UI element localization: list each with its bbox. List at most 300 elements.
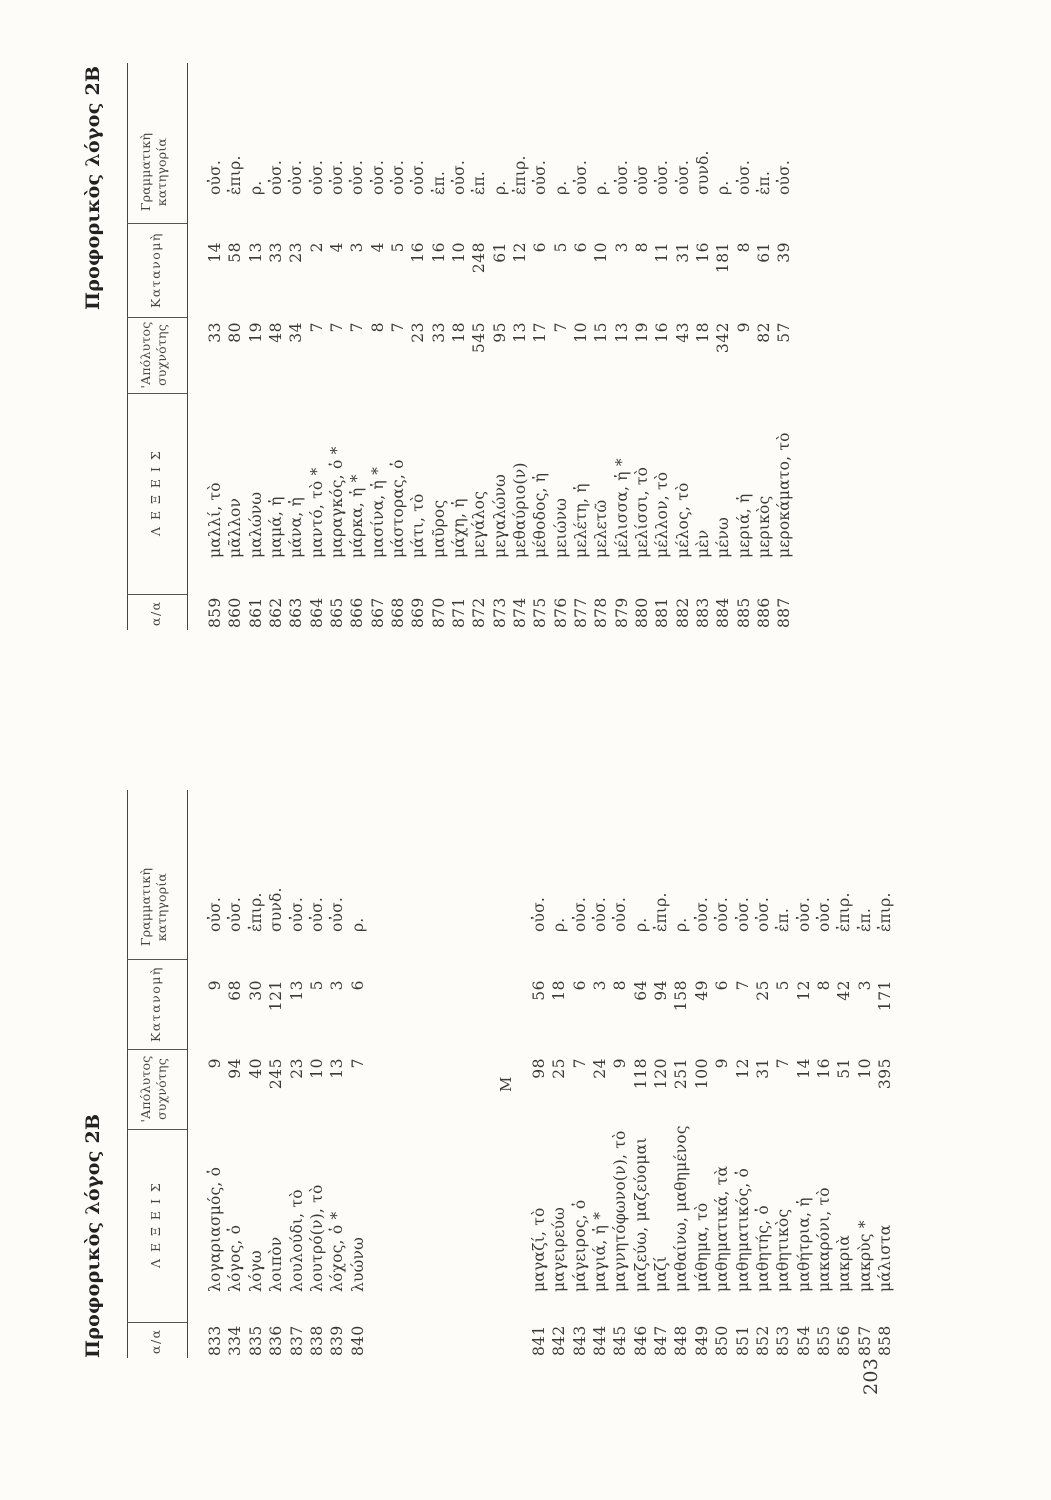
row-grammatical-category: οὐσ. bbox=[814, 896, 833, 932]
row-grammatical-category: οὐσ. bbox=[775, 159, 794, 195]
row-index: 863 bbox=[287, 597, 306, 628]
row-distribution: 14 bbox=[206, 242, 224, 263]
row-index: 884 bbox=[714, 597, 733, 628]
row-word: μαθαίνω, μαθημένος bbox=[672, 1125, 691, 1292]
table-row bbox=[308, 750, 326, 1500]
header-abs-frequency bbox=[138, 320, 170, 390]
row-word: μάγειρος, ὁ bbox=[570, 1199, 589, 1292]
row-abs-frequency: 82 bbox=[754, 322, 773, 343]
table-row bbox=[247, 0, 265, 750]
row-grammatical-category: οὐσ. bbox=[570, 896, 589, 932]
table-row bbox=[409, 0, 427, 750]
row-index: 880 bbox=[632, 597, 651, 628]
row-abs-frequency: 14 bbox=[794, 1058, 813, 1079]
row-word: μέλος, τὸ bbox=[673, 482, 692, 558]
row-grammatical-category: οὐσ. bbox=[409, 159, 428, 195]
row-index: 857 bbox=[855, 1325, 874, 1356]
row-index: 856 bbox=[835, 1325, 854, 1356]
row-distribution: 6 bbox=[713, 980, 732, 991]
header-distribution: Κατανομὴ bbox=[148, 966, 163, 1042]
row-word: μαγιά, ἡ * bbox=[591, 1211, 610, 1292]
row-grammatical-category: ἐπιρ. bbox=[875, 892, 894, 932]
header-bottom-rule bbox=[187, 790, 188, 1358]
row-abs-frequency: 19 bbox=[246, 322, 265, 343]
row-grammatical-category: οὐσ. bbox=[794, 896, 813, 932]
row-grammatical-category: οὐσ. bbox=[266, 159, 285, 195]
row-grammatical-category: οὐσ. bbox=[368, 159, 387, 195]
row-abs-frequency: 12 bbox=[733, 1058, 752, 1079]
row-word: μάχη, ἡ bbox=[449, 498, 468, 558]
row-index: 873 bbox=[490, 597, 509, 628]
table-row bbox=[550, 750, 568, 1500]
row-index: 859 bbox=[206, 597, 224, 628]
row-index: 869 bbox=[409, 597, 428, 628]
row-abs-frequency: 9 bbox=[713, 1058, 732, 1069]
row-distribution: 8 bbox=[632, 242, 651, 253]
row-grammatical-category: οὐσ bbox=[632, 165, 651, 195]
column-divider bbox=[127, 1322, 187, 1323]
row-index: 862 bbox=[266, 597, 285, 628]
row-distribution: 181 bbox=[714, 242, 733, 274]
row-word: μαθήτρια, ἡ bbox=[794, 1197, 813, 1292]
row-grammatical-category: οὐσ. bbox=[571, 159, 590, 195]
row-distribution: 121 bbox=[267, 980, 286, 1012]
row-word: μᾶλλον bbox=[226, 497, 245, 558]
row-grammatical-category: οὐσ. bbox=[327, 159, 346, 195]
table-row bbox=[591, 750, 609, 1500]
row-word: μαγειρεύω bbox=[550, 1207, 569, 1292]
row-grammatical-category: οὐσ. bbox=[348, 159, 367, 195]
row-abs-frequency: 9 bbox=[611, 1058, 630, 1069]
row-grammatical-category: οὐσ. bbox=[226, 896, 245, 932]
table-row bbox=[755, 0, 773, 750]
row-word: μέλισσα, ἡ * bbox=[612, 458, 631, 558]
row-distribution: 4 bbox=[327, 242, 346, 253]
row-distribution: 16 bbox=[693, 242, 712, 263]
table-row bbox=[288, 750, 306, 1500]
table-row bbox=[735, 0, 753, 750]
table-row bbox=[226, 0, 244, 750]
row-index: 876 bbox=[551, 597, 570, 628]
row-grammatical-category: συνδ. bbox=[693, 150, 712, 195]
header-abs-frequency-line2: συχνότης bbox=[154, 1058, 169, 1120]
table-row bbox=[267, 750, 285, 1500]
row-word: μεριά, ἡ bbox=[734, 493, 753, 558]
table-row bbox=[815, 750, 833, 1500]
row-grammatical-category: οὐσ. bbox=[591, 896, 610, 932]
table-row bbox=[672, 750, 690, 1500]
row-word: μακριὰ bbox=[835, 1234, 854, 1292]
row-distribution: 9 bbox=[206, 980, 224, 991]
row-word: μαντό, τὸ * bbox=[307, 467, 326, 558]
table-row bbox=[267, 0, 285, 750]
row-distribution: 16 bbox=[429, 242, 448, 263]
header-gram-line1: Γραμματικὴ bbox=[138, 132, 153, 212]
row-distribution: 61 bbox=[754, 242, 773, 263]
row-abs-frequency: 17 bbox=[531, 322, 550, 343]
table-row bbox=[592, 0, 610, 750]
row-grammatical-category: οὐσ. bbox=[388, 159, 407, 195]
row-distribution: 64 bbox=[631, 980, 650, 1001]
table-row bbox=[226, 750, 244, 1500]
row-abs-frequency: 10 bbox=[855, 1058, 874, 1079]
row-distribution: 158 bbox=[672, 980, 691, 1012]
row-index: 835 bbox=[246, 1325, 265, 1356]
table-row bbox=[328, 0, 346, 750]
table-row bbox=[430, 0, 448, 750]
row-abs-frequency: 7 bbox=[388, 322, 407, 333]
row-word: μαραγκός, ὁ * bbox=[327, 446, 346, 558]
row-word: λυώνω bbox=[348, 1237, 367, 1292]
row-distribution: 171 bbox=[875, 980, 894, 1012]
row-abs-frequency: 13 bbox=[328, 1058, 347, 1079]
table-row bbox=[775, 0, 793, 750]
row-distribution: 4 bbox=[368, 242, 387, 253]
row-distribution: 12 bbox=[794, 980, 813, 1001]
row-word: λουλούδι, τὸ bbox=[287, 1189, 306, 1292]
row-abs-frequency: 23 bbox=[409, 322, 428, 343]
row-distribution: 6 bbox=[348, 980, 367, 991]
row-index: 334 bbox=[226, 1325, 245, 1356]
row-distribution: 10 bbox=[592, 242, 611, 263]
table-row bbox=[349, 750, 367, 1500]
row-grammatical-category: οὐσ. bbox=[206, 159, 224, 195]
table-row bbox=[552, 0, 570, 750]
row-word: μεγάλος bbox=[470, 490, 489, 558]
row-abs-frequency: 48 bbox=[266, 322, 285, 343]
row-distribution: 16 bbox=[409, 242, 428, 263]
row-word: μερικὸς bbox=[754, 495, 773, 558]
row-abs-frequency: 100 bbox=[692, 1058, 711, 1090]
row-word: λόγος, ὁ bbox=[226, 1224, 245, 1292]
header-gram-line2: κατηγορία bbox=[154, 137, 169, 207]
row-grammatical-category: ἐπιρ. bbox=[652, 892, 671, 932]
row-index: 841 bbox=[530, 1325, 548, 1356]
row-abs-frequency: 7 bbox=[551, 322, 570, 333]
row-distribution: 7 bbox=[733, 980, 752, 991]
table-row bbox=[491, 0, 509, 750]
row-grammatical-category: οὐσ. bbox=[449, 159, 468, 195]
table-row bbox=[632, 750, 650, 1500]
row-grammatical-category: οὐσ. bbox=[713, 896, 732, 932]
row-abs-frequency: 120 bbox=[652, 1058, 671, 1090]
row-index: 850 bbox=[713, 1325, 732, 1356]
row-grammatical-category: ἐπ. bbox=[774, 907, 793, 932]
table-row bbox=[450, 0, 468, 750]
row-distribution: 8 bbox=[734, 242, 753, 253]
row-grammatical-category: ἐπιρ. bbox=[835, 892, 854, 932]
row-abs-frequency: 10 bbox=[571, 322, 590, 343]
row-abs-frequency: 80 bbox=[226, 322, 245, 343]
row-abs-frequency: 25 bbox=[550, 1058, 569, 1079]
row-grammatical-category: ἐπ. bbox=[470, 170, 489, 195]
row-word: μάτι, τὸ bbox=[409, 493, 428, 558]
header-words: Λ Ε Ξ Ε Ι Σ bbox=[148, 1181, 163, 1268]
row-distribution: 68 bbox=[226, 980, 245, 1001]
row-grammatical-category: οὐσ. bbox=[287, 896, 306, 932]
row-word: μακρὺς * bbox=[855, 1220, 874, 1292]
row-distribution: 25 bbox=[753, 980, 772, 1001]
row-index: 853 bbox=[774, 1325, 793, 1356]
table-row bbox=[308, 0, 326, 750]
row-index: 852 bbox=[753, 1325, 772, 1356]
row-abs-frequency: 94 bbox=[226, 1058, 245, 1079]
row-distribution: 61 bbox=[490, 242, 509, 263]
row-word: μαλλί, τὸ bbox=[206, 482, 224, 558]
row-abs-frequency: 16 bbox=[653, 322, 672, 343]
row-grammatical-category: οὐσ. bbox=[612, 159, 631, 195]
row-distribution: 42 bbox=[835, 980, 854, 1001]
row-word: λόγω bbox=[246, 1250, 265, 1292]
header-gram-line2: κατηγορία bbox=[154, 872, 169, 942]
row-word: μὲν bbox=[693, 529, 712, 558]
row-abs-frequency: 7 bbox=[348, 322, 367, 333]
row-abs-frequency: 24 bbox=[591, 1058, 610, 1079]
row-index: 847 bbox=[652, 1325, 671, 1356]
row-distribution: 2 bbox=[307, 242, 326, 253]
row-grammatical-category: ἐπ. bbox=[754, 170, 773, 195]
row-word: μειώνω bbox=[551, 497, 570, 558]
row-abs-frequency: 7 bbox=[327, 322, 346, 333]
header-abs-frequency-line1: 'Απόλυτος bbox=[138, 321, 153, 389]
row-abs-frequency: 43 bbox=[673, 322, 692, 343]
row-abs-frequency: 7 bbox=[774, 1058, 793, 1069]
column-divider bbox=[127, 317, 187, 318]
row-abs-frequency: 7 bbox=[570, 1058, 589, 1069]
row-word: μαγαζί, τὸ bbox=[530, 1207, 548, 1292]
row-index: 836 bbox=[267, 1325, 286, 1356]
row-abs-frequency: 98 bbox=[530, 1058, 548, 1079]
row-index: 851 bbox=[733, 1325, 752, 1356]
table-row bbox=[206, 750, 224, 1500]
row-distribution: 56 bbox=[530, 980, 548, 1001]
row-grammatical-category: ἐπιρ. bbox=[246, 892, 265, 932]
row-grammatical-category: ἐπιρ. bbox=[226, 155, 245, 195]
row-distribution: 18 bbox=[550, 980, 569, 1001]
row-index: 848 bbox=[672, 1325, 691, 1356]
row-grammatical-category: οὐσ. bbox=[734, 159, 753, 195]
row-index: 882 bbox=[673, 597, 692, 628]
row-grammatical-category: ἐπ. bbox=[855, 907, 874, 932]
row-word: μασίνα, ἡ * bbox=[368, 466, 387, 558]
row-grammatical-category: ἐπιρ. bbox=[510, 155, 529, 195]
row-word: μαθηματικά, τὰ bbox=[713, 1165, 732, 1292]
table-row bbox=[348, 0, 366, 750]
header-index: α/α bbox=[148, 600, 163, 626]
row-index: 842 bbox=[550, 1325, 569, 1356]
table-row bbox=[572, 0, 590, 750]
row-abs-frequency: 9 bbox=[206, 1058, 224, 1069]
row-word: λόχος, ὁ * bbox=[328, 1211, 347, 1292]
row-grammatical-category: ρ. bbox=[714, 180, 733, 195]
row-index: 866 bbox=[348, 597, 367, 628]
row-distribution: 10 bbox=[449, 242, 468, 263]
row-distribution: 3 bbox=[328, 980, 347, 991]
row-distribution: 6 bbox=[570, 980, 589, 991]
table-row bbox=[693, 750, 711, 1500]
header-distribution: Κατανομὴ bbox=[148, 232, 163, 308]
table-row bbox=[247, 750, 265, 1500]
row-index: 839 bbox=[328, 1325, 347, 1356]
row-index: 886 bbox=[754, 597, 773, 628]
column-divider bbox=[127, 393, 187, 394]
row-word: μελετῶ bbox=[592, 499, 611, 558]
row-abs-frequency: 95 bbox=[490, 322, 509, 343]
row-grammatical-category: ρ. bbox=[592, 180, 611, 195]
row-abs-frequency: 545 bbox=[470, 322, 489, 354]
row-word: μάλιστα bbox=[875, 1224, 894, 1292]
row-distribution: 33 bbox=[266, 242, 285, 263]
row-grammatical-category: ρ. bbox=[348, 917, 367, 932]
row-index: 883 bbox=[693, 597, 712, 628]
row-distribution: 13 bbox=[246, 242, 265, 263]
row-index: 833 bbox=[206, 1325, 224, 1356]
table-row bbox=[795, 750, 813, 1500]
row-grammatical-category: ρ. bbox=[672, 917, 691, 932]
row-word: μαθηματικός, ὁ bbox=[733, 1167, 752, 1292]
table-row bbox=[328, 750, 346, 1500]
header-top-rule bbox=[127, 63, 128, 630]
table-row bbox=[652, 750, 670, 1500]
row-grammatical-category: ρ. bbox=[246, 180, 265, 195]
row-abs-frequency: 118 bbox=[631, 1058, 650, 1090]
row-abs-frequency: 7 bbox=[348, 1058, 367, 1069]
header-abs-frequency-line2: συχνότης bbox=[154, 324, 169, 386]
table-row bbox=[633, 0, 651, 750]
row-distribution: 3 bbox=[348, 242, 367, 253]
row-word: μέθοδος, ἡ bbox=[531, 472, 550, 558]
page-number: 203 bbox=[860, 1357, 882, 1395]
row-index: 840 bbox=[348, 1325, 367, 1356]
row-distribution: 5 bbox=[774, 980, 793, 991]
column-divider bbox=[127, 223, 187, 224]
row-abs-frequency: 16 bbox=[814, 1058, 833, 1079]
row-abs-frequency: 18 bbox=[449, 322, 468, 343]
row-distribution: 23 bbox=[287, 242, 306, 263]
table-row bbox=[611, 750, 629, 1500]
row-grammatical-category: οὐσ. bbox=[308, 896, 326, 932]
row-grammatical-category: οὐσ. bbox=[653, 159, 672, 195]
table-row bbox=[713, 750, 731, 1500]
column-divider bbox=[127, 594, 187, 595]
row-word: λοιπὸν bbox=[267, 1236, 286, 1292]
row-index: 874 bbox=[510, 597, 529, 628]
row-word: μάστορας, ὁ bbox=[388, 459, 407, 558]
row-index: 871 bbox=[449, 597, 468, 628]
row-word: μεγαλώνω bbox=[490, 474, 509, 558]
row-word: μακαρόνι, τὸ bbox=[814, 1187, 833, 1292]
row-word: μέλλον, τὸ bbox=[653, 471, 672, 558]
row-abs-frequency: 33 bbox=[429, 322, 448, 343]
table-row bbox=[206, 0, 224, 750]
row-index: 845 bbox=[611, 1325, 630, 1356]
row-grammatical-category: ἐπ. bbox=[429, 170, 448, 195]
row-grammatical-category: οὐσ. bbox=[673, 159, 692, 195]
row-grammatical-category: ρ. bbox=[490, 180, 509, 195]
row-word: μαθητής, ὁ bbox=[753, 1205, 772, 1292]
row-word: μαλώνω bbox=[246, 491, 265, 558]
row-grammatical-category: ρ. bbox=[550, 917, 569, 932]
row-index: 860 bbox=[226, 597, 245, 628]
row-abs-frequency: 8 bbox=[368, 322, 387, 333]
left-table-page bbox=[0, 750, 1051, 1500]
row-index: 849 bbox=[692, 1325, 711, 1356]
row-grammatical-category: οὐσ. bbox=[287, 159, 306, 195]
header-abs-frequency bbox=[138, 1053, 170, 1125]
row-grammatical-category: οὐσ. bbox=[328, 896, 347, 932]
row-abs-frequency: 7 bbox=[307, 322, 326, 333]
row-word: μαῦρος bbox=[429, 499, 448, 558]
row-index: 868 bbox=[388, 597, 407, 628]
table-row bbox=[389, 0, 407, 750]
running-head: Προφορικὸς λόγος 2Β bbox=[82, 65, 104, 310]
row-word: λουτρό(ν), τὸ bbox=[308, 1184, 326, 1292]
row-distribution: 3 bbox=[855, 980, 874, 991]
row-grammatical-category: ρ. bbox=[551, 180, 570, 195]
row-abs-frequency: 342 bbox=[714, 322, 733, 354]
table-row bbox=[287, 0, 305, 750]
column-divider bbox=[127, 1129, 187, 1130]
row-index: 878 bbox=[592, 597, 611, 628]
row-index: 885 bbox=[734, 597, 753, 628]
row-abs-frequency: 34 bbox=[287, 322, 306, 343]
row-word: μαζί bbox=[652, 1256, 671, 1292]
row-distribution: 5 bbox=[308, 980, 326, 991]
header-gram-line1: Γραμματικὴ bbox=[138, 867, 153, 947]
row-distribution: 39 bbox=[775, 242, 794, 263]
row-index: 877 bbox=[571, 597, 590, 628]
header-grammatical-category bbox=[138, 862, 170, 952]
row-word: μένω bbox=[714, 517, 733, 558]
row-distribution: 30 bbox=[246, 980, 265, 1001]
table-row bbox=[734, 750, 752, 1500]
row-index: 881 bbox=[653, 597, 672, 628]
row-index: 846 bbox=[631, 1325, 650, 1356]
table-row bbox=[835, 750, 853, 1500]
row-word: μεθαύριο(ν) bbox=[510, 462, 529, 558]
row-index: 855 bbox=[814, 1325, 833, 1356]
section-letter: Μ bbox=[497, 1076, 515, 1092]
row-index: 875 bbox=[531, 597, 550, 628]
row-word: μελίσσι, τὸ bbox=[632, 466, 651, 558]
table-row bbox=[774, 750, 792, 1500]
table-row bbox=[653, 0, 671, 750]
row-grammatical-category: οὐσ. bbox=[753, 896, 772, 932]
row-index: 872 bbox=[470, 597, 489, 628]
row-grammatical-category: οὐσ. bbox=[206, 896, 224, 932]
row-abs-frequency: 51 bbox=[835, 1058, 854, 1079]
header-abs-frequency-line1: 'Απόλυτος bbox=[138, 1055, 153, 1123]
row-grammatical-category: οὐσ. bbox=[307, 159, 326, 195]
row-abs-frequency: 40 bbox=[246, 1058, 265, 1079]
row-distribution: 8 bbox=[611, 980, 630, 991]
header-words: Λ Ε Ξ Ε Ι Σ bbox=[148, 449, 163, 536]
table-row bbox=[714, 0, 732, 750]
row-index: 838 bbox=[308, 1325, 326, 1356]
column-divider bbox=[127, 1049, 187, 1050]
header-bottom-rule bbox=[187, 63, 188, 630]
row-distribution: 11 bbox=[653, 242, 672, 263]
row-distribution: 6 bbox=[531, 242, 550, 253]
row-word: μεροκάματο, τὸ bbox=[775, 432, 794, 558]
row-abs-frequency: 15 bbox=[592, 322, 611, 343]
running-head: Προφορικὸς λόγος 2Β bbox=[82, 1113, 104, 1358]
row-distribution: 8 bbox=[814, 980, 833, 991]
row-index: 867 bbox=[368, 597, 387, 628]
row-index: 858 bbox=[875, 1325, 894, 1356]
table-row bbox=[754, 750, 772, 1500]
row-index: 854 bbox=[794, 1325, 813, 1356]
